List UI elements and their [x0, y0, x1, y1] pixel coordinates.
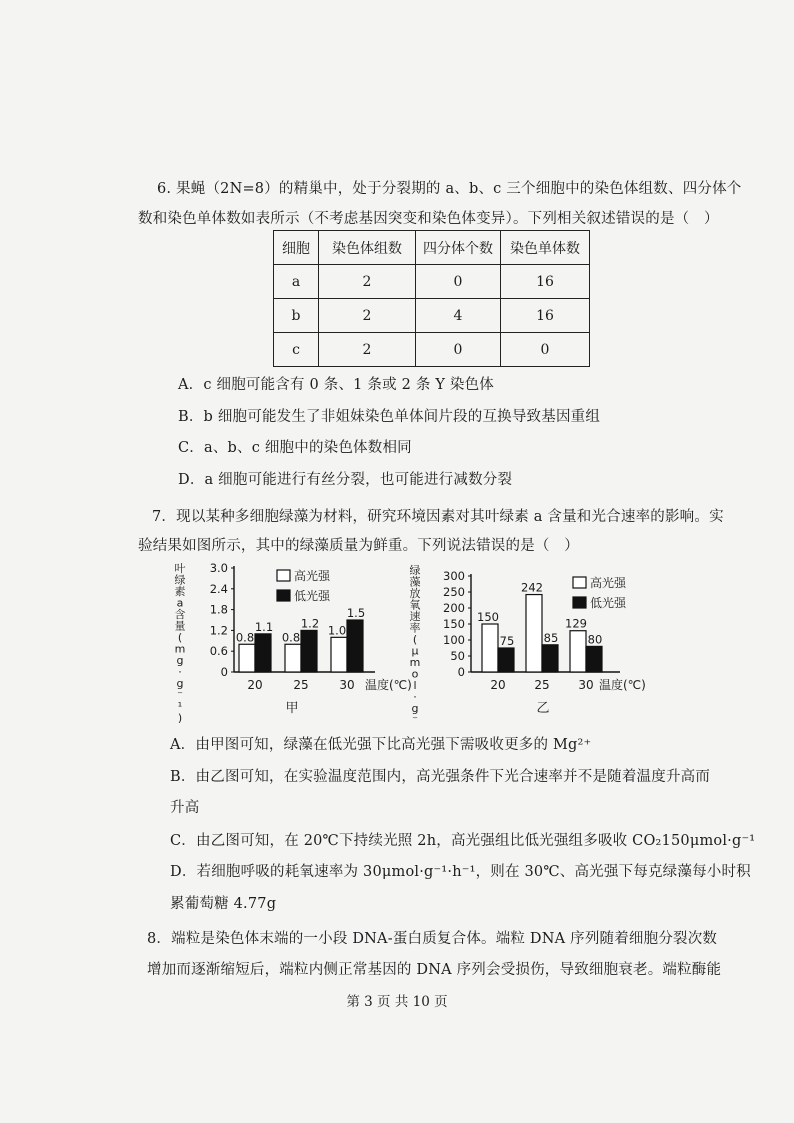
table-row — [274, 299, 590, 333]
y-axis-label-char: 率 — [409, 621, 421, 635]
chart-jia — [170, 558, 420, 723]
y-axis-label-char: 绿 — [174, 573, 186, 587]
y-axis-label-char: o — [411, 667, 419, 681]
table-header-row — [274, 231, 590, 265]
bar-value-label: 85 — [543, 630, 559, 645]
bar-value-label: 150 — [477, 610, 499, 624]
table-header-cell: 染色单体数 — [501, 231, 590, 265]
y-axis-label-char: 量 — [174, 619, 186, 633]
y-axis-label-char: · — [413, 690, 417, 704]
y-tick-label: 200 — [443, 601, 465, 615]
x-tick-label: 30 — [339, 678, 355, 692]
bar-low-light — [542, 645, 558, 672]
q6-data-table — [273, 230, 590, 367]
bar-low-light — [586, 646, 602, 672]
y-tick-label: 1.8 — [209, 602, 228, 617]
y-axis-label-char: l — [413, 679, 417, 692]
bar-high-light — [482, 624, 498, 672]
bar-value-label: 1.1 — [254, 619, 274, 634]
page-footer: 第 3 页 共 10 页 — [346, 994, 448, 1010]
bar-value-label: 1.5 — [346, 606, 366, 620]
bar-high-light — [570, 631, 586, 672]
q7-option-d-line1: D．若细胞呼吸的耗氧速率为 30μmol·g⁻¹·h⁻¹，则在 30℃、高光强下每克绿藻每小时积 — [170, 864, 751, 880]
y-axis-label-char: 放 — [409, 587, 421, 600]
q7-option-b-line2: 升高 — [170, 800, 200, 816]
bar-low-light — [301, 630, 317, 672]
y-axis-label-char: m — [174, 642, 186, 656]
x-tick-label: 25 — [534, 678, 550, 692]
bar-value-label: 129 — [565, 616, 587, 631]
bar-low-light — [347, 620, 363, 672]
legend-swatch — [573, 577, 586, 588]
table-cell: 2 — [319, 265, 416, 299]
bar-value-label: 80 — [587, 632, 603, 647]
table-cell: 16 — [501, 299, 590, 333]
chart-title: 甲 — [285, 701, 299, 716]
bar-high-light — [526, 595, 542, 672]
bar-value-label: 1.2 — [300, 616, 320, 631]
chart-title: 乙 — [536, 701, 550, 716]
q6-stem-line1: 6. 果蝇（2N=8）的精巢中，处于分裂期的 a、b、c 三个细胞中的染色体组数、四分体个 — [157, 181, 742, 197]
y-axis-label-char: μ — [411, 644, 419, 658]
x-tick-label: 20 — [247, 678, 263, 692]
q6-option-c: C．a、b、c 细胞中的染色体数相同 — [178, 440, 412, 456]
y-axis-label-char: g — [411, 702, 419, 715]
y-tick-label: 0.6 — [209, 644, 228, 659]
y-tick-label: 50 — [450, 649, 465, 663]
y-axis-label-char: 藻 — [409, 575, 421, 589]
x-tick-label: 25 — [293, 678, 309, 692]
legend-swatch — [277, 590, 290, 601]
y-axis-label-char: ⁻ — [177, 688, 183, 702]
table-cell: 0 — [416, 333, 501, 367]
y-axis-label-char: g — [176, 677, 184, 690]
q6-option-b: B．b 细胞可能发生了非姐妹染色单体间片段的互换导致基因重组 — [178, 409, 601, 425]
x-tick-label: 20 — [490, 678, 506, 692]
q7-stem-line2: 验结果如图所示，其中的绿藻质量为鲜重。下列说法错误的是（ ） — [138, 538, 579, 554]
legend-label: 低光强 — [590, 596, 627, 610]
table-row — [274, 265, 590, 299]
bar-value-label: 242 — [521, 580, 543, 595]
table-cell: 2 — [319, 299, 416, 333]
q8-stem-line2: 增加而逐渐缩短后，端粒内侧正常基因的 DNA 序列会受损伤，导致细胞衰老。端粒酶能 — [147, 962, 722, 978]
q7-option-c: C．由乙图可知，在 20℃下持续光照 2h，高光强组比低光强组多吸收 CO₂150μmol·g⁻¹ — [170, 833, 756, 849]
table-cell: b — [274, 299, 319, 333]
table-cell: 2 — [319, 333, 416, 367]
bar-value-label: 0.8 — [281, 630, 301, 645]
y-axis-label-char: 速 — [409, 610, 421, 623]
bar-value-label: 75 — [499, 634, 515, 648]
y-axis-label-char: ( — [177, 631, 183, 644]
bar-high-light — [285, 644, 301, 672]
q7-option-b-line1: B．由乙图可知，在实验温度范围内，高光强条件下光合速率并不是随着温度升高而 — [170, 769, 711, 785]
bar-value-label: 0.8 — [235, 630, 255, 645]
y-axis-label-char: · — [178, 665, 182, 679]
bar-high-light — [331, 637, 347, 672]
y-axis-label-char: ¹ — [177, 700, 183, 713]
table-cell: 0 — [501, 333, 590, 367]
table-cell: a — [274, 265, 319, 299]
legend-label: 低光强 — [294, 589, 331, 603]
q7-stem-line1: 7．现以某种多细胞绿藻为材料，研究环境因素对其叶绿素 a 含量和光合速率的影响。实 — [152, 509, 724, 525]
chart-yi — [405, 558, 675, 723]
legend-label: 高光强 — [294, 569, 331, 583]
y-axis-label-char: 绿 — [409, 564, 421, 577]
y-tick-label: 250 — [443, 585, 465, 599]
bar-low-light — [255, 634, 271, 672]
table-cell: c — [274, 333, 319, 367]
y-axis-label-char: g — [176, 654, 184, 667]
y-axis-label-char: 叶 — [174, 562, 186, 575]
y-tick-label: 0 — [457, 665, 465, 679]
legend-swatch — [573, 597, 586, 608]
table-cell: 16 — [501, 265, 590, 299]
table-header-cell: 细胞 — [274, 231, 319, 265]
legend-swatch — [277, 570, 290, 581]
y-tick-label: 3.0 — [209, 561, 228, 575]
y-tick-label: 100 — [443, 633, 465, 647]
y-axis-label-char: 素 — [174, 585, 186, 598]
y-axis-label-char: m — [409, 656, 421, 669]
y-tick-label: 300 — [443, 569, 465, 583]
q7-option-d-line2: 累葡萄糖 4.77g — [170, 896, 277, 912]
bar-high-light — [239, 644, 255, 672]
y-axis-label-char: ⁻ — [412, 713, 418, 723]
table-cell: 0 — [416, 265, 501, 299]
q6-stem-line2: 数和染色单体数如表所示（不考虑基因突变和染色体变异）。下列相关叙述错误的是（ ） — [138, 211, 719, 227]
q6-option-d: D．a 细胞可能进行有丝分裂，也可能进行减数分裂 — [178, 472, 513, 488]
table-cell: 4 — [416, 299, 501, 333]
y-axis-label-char: ( — [412, 633, 418, 646]
y-axis-label-char: ) — [177, 711, 183, 723]
table-row — [274, 333, 590, 367]
x-tick-label: 30 — [578, 678, 594, 692]
x-axis-label: 温度(℃) — [365, 678, 412, 692]
legend-label: 高光强 — [590, 576, 627, 590]
y-axis-label-char: a — [176, 596, 184, 610]
bar-value-label: 1.0 — [327, 623, 347, 638]
y-axis-label-char: 含 — [174, 608, 186, 621]
q6-option-a: A．c 细胞可能含有 0 条、1 条或 2 条 Y 染色体 — [178, 377, 495, 393]
y-axis-label-char: 氧 — [409, 598, 421, 612]
q8-stem-line1: 8．端粒是染色体末端的一小段 DNA-蛋白质复合体。端粒 DNA 序列随着细胞分裂次数 — [147, 931, 718, 947]
y-tick-label: 2.4 — [209, 581, 228, 596]
bar-low-light — [498, 648, 514, 672]
x-axis-label: 温度(℃) — [599, 678, 646, 692]
y-tick-label: 0 — [220, 665, 228, 679]
q7-option-a: A．由甲图可知，绿藻在低光强下比高光强下需吸收更多的 Mg²⁺ — [170, 737, 592, 753]
table-header-cell: 染色体组数 — [319, 231, 416, 265]
y-tick-label: 150 — [443, 617, 465, 631]
y-tick-label: 1.2 — [209, 623, 228, 638]
table-header-cell: 四分体个数 — [416, 231, 501, 265]
